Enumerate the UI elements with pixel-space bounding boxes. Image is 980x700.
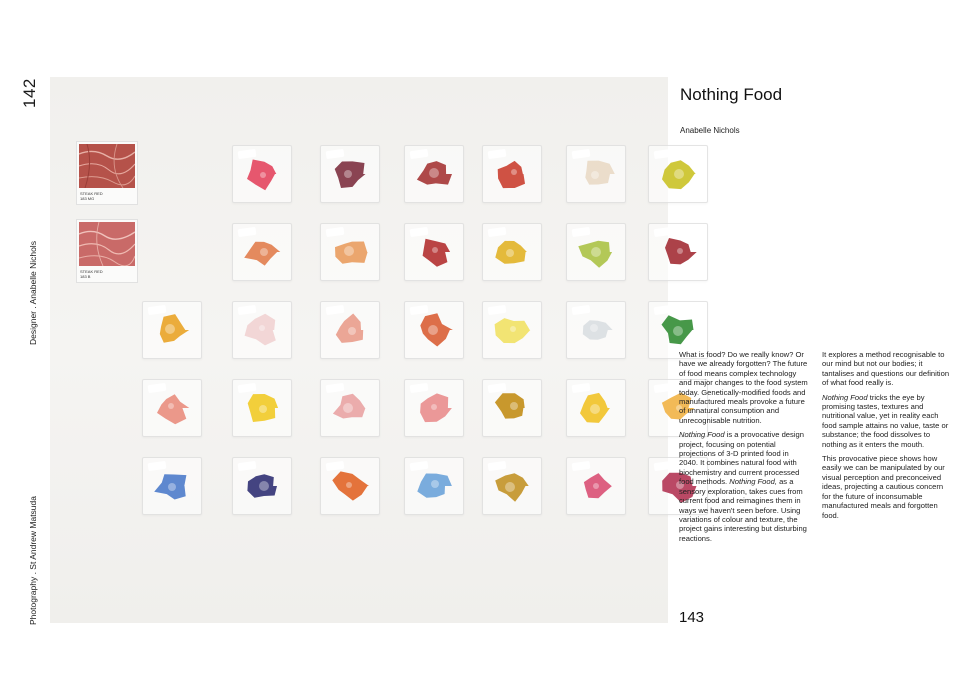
food-sample-highlight (432, 247, 438, 253)
body-column-right (822, 350, 954, 525)
food-sample-pouch (320, 379, 380, 437)
food-sample-highlight (510, 326, 516, 332)
food-sample-highlight (429, 168, 439, 178)
food-sample-shape (142, 301, 202, 359)
food-sample-pouch (232, 145, 292, 203)
food-sample-highlight (431, 404, 437, 410)
food-sample-pouch (482, 223, 542, 281)
food-sample-highlight (591, 171, 599, 179)
food-sample-blob (583, 320, 613, 340)
food-sample-shape (648, 145, 708, 203)
food-sample-pouch (566, 379, 626, 437)
designer-credit: Designer . Anabelle Nichols (28, 241, 38, 345)
body-column-left (679, 350, 809, 548)
food-sample-pouch (566, 301, 626, 359)
article-author: Anabelle Nichols (680, 126, 740, 135)
food-sample-highlight (511, 169, 517, 175)
food-sample-pouch (320, 223, 380, 281)
food-sample-highlight (259, 481, 269, 491)
food-sample-pouch (232, 379, 292, 437)
food-sample-pouch (648, 223, 708, 281)
food-sample-pouch (320, 457, 380, 515)
food-sample-highlight (259, 325, 265, 331)
food-sample-pouch (142, 379, 202, 437)
food-sample-pouch (404, 457, 464, 515)
food-sample-highlight (260, 172, 266, 178)
food-sample-highlight (591, 247, 601, 257)
food-sample-highlight (348, 327, 356, 335)
food-sample-shape (320, 457, 380, 515)
food-sample-shape (566, 457, 626, 515)
food-sample-shape (566, 379, 626, 437)
food-sample-pouch (320, 301, 380, 359)
food-sample-pouch (566, 145, 626, 203)
food-sample-blob (585, 161, 615, 185)
paragraph: Nothing Food tricks the eye by promising tastes, textures and nutritional value, yet in reality each food sample attains no value, taste or substance; the food dissolves to nothing as it enters the mouth. (822, 392, 949, 449)
paragraph: Nothing Food is a provocative design project, focusing on potential projections of 3-D printed food in 2040. It combines natural food with biochemistry and current processed food methods. Nothing Food, as a sensory exploration, takes cues from current food and reimagines them in ways we haven't seen before. Using variations of colour and texture, the project gains interesting but disturbing reactions. (679, 430, 807, 543)
food-sample-highlight (673, 326, 683, 336)
food-sample-blob (498, 161, 525, 188)
food-sample-highlight (506, 249, 514, 257)
food-sample-pouch (404, 223, 464, 281)
food-sample-highlight (260, 248, 268, 256)
food-sample-pouch (404, 301, 464, 359)
food-sample-pouch (232, 457, 292, 515)
food-sample-shape (404, 301, 464, 359)
page-number-left: 142 (20, 78, 39, 108)
food-sample-pouch (566, 457, 626, 515)
food-sample-shape (232, 457, 292, 515)
food-sample-pouch (482, 301, 542, 359)
food-sample-pouch (404, 145, 464, 203)
label-text: STEAK RED 183 MG (80, 191, 103, 201)
food-sample-pouch (232, 223, 292, 281)
food-sample-shape (648, 223, 708, 281)
food-sample-blob (157, 394, 189, 424)
food-sample-highlight (344, 170, 352, 178)
food-sample-highlight (431, 480, 439, 488)
food-sample-pouch (482, 379, 542, 437)
food-sample-pouch (566, 223, 626, 281)
food-sample-pouch (648, 145, 708, 203)
food-sample-highlight (510, 402, 518, 410)
food-sample-highlight (259, 405, 267, 413)
food-sample-shape (404, 223, 464, 281)
food-sample-highlight (590, 404, 600, 414)
food-samples-photo (50, 77, 668, 623)
food-sample-shape (482, 145, 542, 203)
food-sample-shape (320, 301, 380, 359)
food-sample-highlight (505, 482, 515, 492)
food-sample-shape (320, 379, 380, 437)
food-sample-shape (404, 145, 464, 203)
food-sample-highlight (168, 403, 174, 409)
food-sample-highlight (677, 248, 683, 254)
label-text: STEAK RED 183 B (80, 269, 103, 279)
label-card-steak-2 (76, 219, 138, 283)
food-sample-shape (232, 223, 292, 281)
meat-sample-image (79, 222, 135, 266)
food-sample-highlight (346, 482, 352, 488)
paragraph: What is food? Do we really know? Or have we already forgotten? The future of food means complex technology and major changes to the food system today. Genetically-modified foods and manufactured meals provoke a future of unnatural consumption and unrecognisable nutrition. (679, 350, 808, 425)
food-sample-highlight (593, 483, 599, 489)
food-sample-pouch (142, 457, 202, 515)
food-sample-shape (482, 379, 542, 437)
food-sample-highlight (165, 324, 175, 334)
meat-sample-image (79, 144, 135, 188)
article-title: Nothing Food (680, 85, 783, 105)
food-sample-pouch (482, 457, 542, 515)
food-sample-highlight (674, 169, 684, 179)
food-sample-shape (482, 223, 542, 281)
label-card-steak-1 (76, 141, 138, 205)
food-sample-shape (142, 457, 202, 515)
food-sample-shape (566, 301, 626, 359)
page-number-right: 143 (679, 609, 705, 626)
food-sample-shape (404, 379, 464, 437)
food-sample-shape (232, 379, 292, 437)
food-sample-shape (566, 145, 626, 203)
food-sample-shape (404, 457, 464, 515)
food-sample-blob (495, 393, 525, 418)
food-sample-shape (320, 223, 380, 281)
food-sample-pouch (142, 301, 202, 359)
food-sample-shape (482, 301, 542, 359)
food-sample-shape (232, 301, 292, 359)
food-sample-pouch (320, 145, 380, 203)
food-sample-highlight (590, 324, 598, 332)
food-sample-shape (482, 457, 542, 515)
food-sample-pouch (404, 379, 464, 437)
food-sample-shape (566, 223, 626, 281)
food-sample-shape (142, 379, 202, 437)
food-sample-pouch (232, 301, 292, 359)
food-sample-shape (320, 145, 380, 203)
food-sample-blob (423, 239, 451, 267)
food-sample-highlight (428, 325, 438, 335)
paragraph: It explores a method recognisable to our mind but not our bodies; it tantalises and questions our definition of what food really is. (822, 350, 950, 388)
food-sample-highlight (343, 403, 353, 413)
photography-credit: Photography . St Andrew Matsuda (28, 496, 38, 625)
food-sample-highlight (344, 246, 354, 256)
food-sample-highlight (168, 483, 176, 491)
food-sample-shape (232, 145, 292, 203)
paragraph: This provocative piece shows how easily we can be manipulated by our visual perception and preconceived ideas, projecting a cautious concern for the future of inconsumable manufactured meals and forgotten food. (822, 454, 945, 520)
food-sample-pouch (482, 145, 542, 203)
